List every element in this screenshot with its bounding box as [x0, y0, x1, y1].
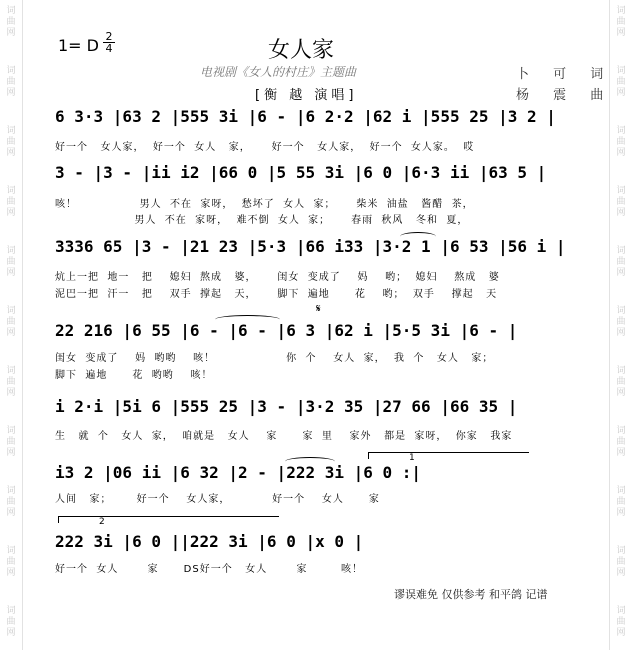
key-signature: 1= D: [58, 36, 99, 55]
notation-row-3: 3336 65 |3 - |21 23 |5·3 |66 i33 |3·2 1 |6 53 |56 i |: [55, 237, 566, 256]
lyrics-row-1: 好一个 女人家， 好一个 女人 家， 好一个 女人家， 好一个 女人家。 哎: [55, 142, 475, 153]
lyrics-row-5: 生 就 个 女人 家， 咱就是 女人 家 家 里 家外 都是 家呀， 你家 我家: [55, 431, 513, 442]
notation-row-5: i 2·i |5i 6 |555 25 |3 - |3·2 35 |27 66 |66 35 |: [55, 397, 518, 416]
notation-row-2: 3 - |3 - |ii i2 |66 0 |5 55 3i |6 0 |6·3 ii |63 5 |: [55, 163, 547, 182]
transcriber-credit: 谬误难免 仅供参考 和平鸽 记谱: [394, 588, 548, 601]
time-signature: [103, 31, 115, 54]
lyrics-row-2a: 咳！ 男人 不在 家呀， 愁坏了 女人 家； 柴米 油盐 酱醋 茶，: [55, 199, 474, 210]
lyricist: 卜 可 词: [516, 67, 614, 82]
time-bottom: 4: [105, 42, 113, 55]
notation-row-7: 222 3i |6 0 ||222 3i |6 0 |x 0 |: [55, 532, 364, 551]
time-top: 2: [103, 31, 115, 43]
lyrics-row-4b: 脚下 遍地 花 哟哟 咳！: [55, 370, 213, 381]
watermark-left: 词 曲 网 词 曲 网 词 曲 网 词 曲 网 词 曲 网 词 曲 网 词 曲 网 词 曲 网 词 曲 网 词 曲 网 词 曲 网: [0, 0, 23, 650]
song-title: 女人家: [268, 38, 335, 63]
composer: 杨 震 曲: [516, 88, 614, 103]
volta-2: 2: [58, 516, 279, 523]
song-subtitle: 电视剧《女人的村庄》主题曲: [200, 65, 357, 79]
notation-row-1: 6 3·3 |63 2 |555 3i |6 - |6 2·2 |62 i |555 25 |3 2 |: [55, 107, 556, 126]
lyrics-row-3b: 泥巴一把 汗一 把 双手 撑起 天， 脚下 遍地 花 哟； 双手 撑起 天: [55, 289, 498, 300]
lyrics-row-7: 好一个 女人 家 DS好一个 女人 家 咳！: [55, 564, 363, 575]
singer: [衡 越 演唱]: [255, 88, 358, 103]
lyrics-row-4a: 闺女 变成了 妈 哟哟 咳！ 你 个 女人 家， 我 个 女人 家；: [55, 353, 494, 364]
watermark-right: 词 曲 网 词 曲 网 词 曲 网 词 曲 网 词 曲 网 词 曲 网 词 曲 网 词 曲 网 词 曲 网 词 曲 网 词 曲 网: [609, 0, 632, 650]
segno-sign: 𝄋: [316, 302, 321, 315]
volta-1: 1: [368, 452, 529, 459]
lyrics-row-2b: 男人 不在 家呀， 难不倒 女人 家； 春雨 秋风 冬和 夏，: [55, 215, 469, 226]
lyrics-row-3a: 炕上一把 地一 把 媳妇 熬成 婆， 闺女 变成了 妈 哟； 媳妇 熬成 婆: [55, 272, 500, 283]
notation-row-4: 22 216 |6 55 |6 - |6 - |6 3 |62 i |5·5 3i |6 - |: [55, 321, 518, 340]
notation-row-6: i3 2 |06 ii |6 32 |2 - |222 3i |6 0 :|: [55, 463, 422, 482]
lyrics-row-6: 人间 家； 好一个 女人家， 好一个 女人 家: [55, 494, 380, 505]
